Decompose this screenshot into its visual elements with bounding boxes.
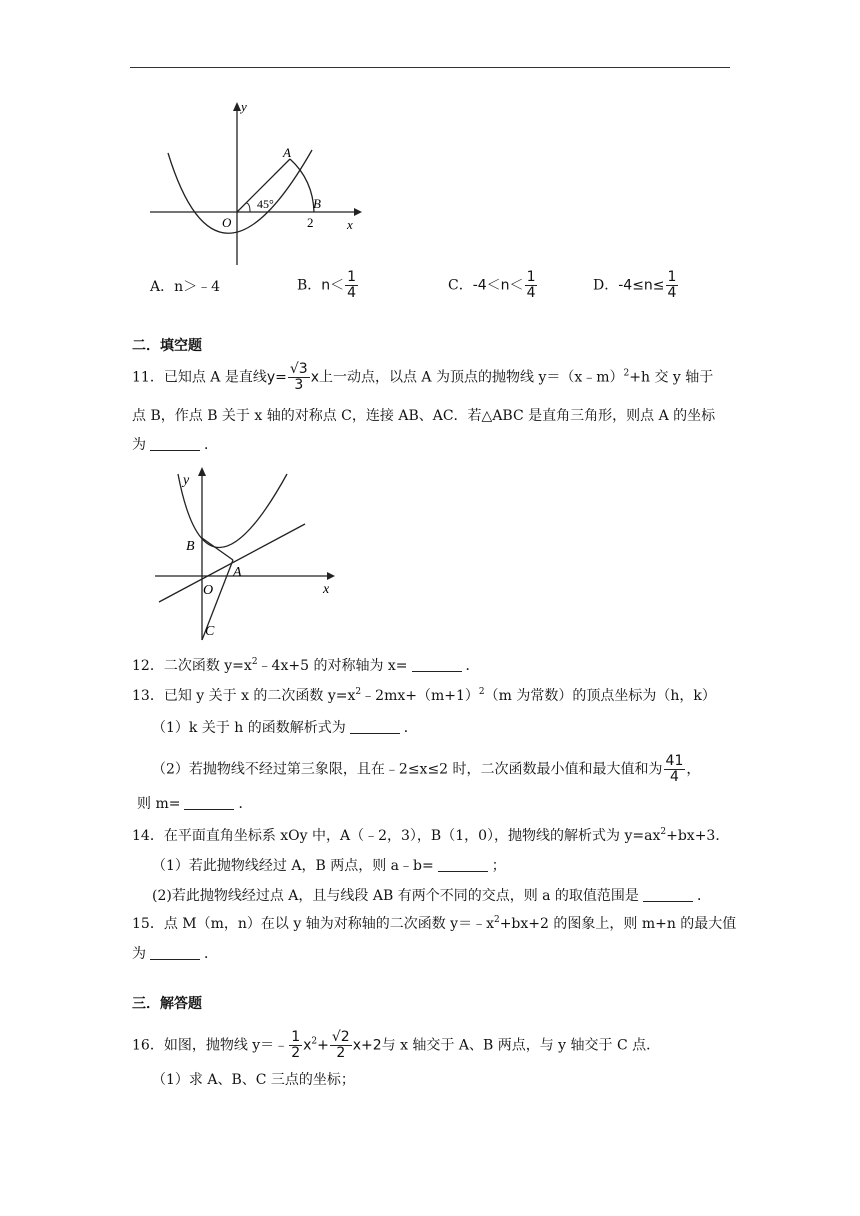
fig1-two-label: 2 bbox=[307, 215, 314, 230]
q15-line1 bbox=[132, 914, 736, 934]
q11-eq-x: x bbox=[310, 369, 319, 386]
q16-number: 16． bbox=[132, 1037, 164, 1054]
option-a-label: A． bbox=[150, 279, 175, 295]
q14-part1 bbox=[152, 856, 506, 876]
fig1-angle-label: 45° bbox=[257, 197, 274, 211]
fig1-o-label: O bbox=[222, 215, 232, 230]
q13-part3-text: 则 m= bbox=[137, 796, 181, 812]
option-d-label: D． bbox=[593, 277, 619, 294]
q13-text2: ﹣2mx+（m+1） bbox=[361, 688, 479, 704]
q14-part2-end: ． bbox=[696, 888, 711, 904]
q14-part1-blank[interactable] bbox=[438, 857, 488, 872]
option-c-text: -4＜n＜ bbox=[472, 277, 524, 294]
q13-frac-num: 41 bbox=[665, 753, 684, 769]
q13-part2-end: ， bbox=[686, 761, 701, 778]
q16-f2-num: √2 bbox=[331, 1029, 350, 1045]
q16-text1: 如图，抛物线 y＝﹣ bbox=[163, 1037, 289, 1054]
option-d-den: 4 bbox=[667, 285, 677, 301]
q13-text3: （m 为常数）的顶点坐标为（h，k） bbox=[484, 688, 716, 704]
q14-number: 14． bbox=[132, 828, 164, 844]
fig2-x-label: x bbox=[323, 582, 330, 597]
option-b-text: n＜ bbox=[321, 277, 345, 294]
q11-answer-blank[interactable] bbox=[150, 436, 200, 451]
option-b bbox=[297, 270, 359, 301]
q13-text1: 已知 y 关于 x 的二次函数 y=x bbox=[163, 688, 356, 704]
q14-text2: +bx+3． bbox=[666, 828, 730, 844]
q16-line1 bbox=[132, 1030, 660, 1061]
q13-line1 bbox=[132, 686, 716, 706]
q11-line3-text: 为 bbox=[132, 437, 146, 453]
q13-part1-text: （1）k 关于 h 的函数解析式为 bbox=[152, 720, 346, 736]
fig1-b-label: B bbox=[313, 196, 321, 211]
q14-sup: 2 bbox=[660, 827, 667, 837]
fig2-c-label: C bbox=[205, 624, 215, 639]
option-c-label: C． bbox=[448, 277, 473, 294]
q14-part1-text: （1）若此抛物线经过 A，B 两点，则 a﹣b= bbox=[152, 858, 434, 874]
option-a bbox=[150, 276, 220, 296]
option-d bbox=[593, 270, 679, 301]
q11-line3: 为 ． bbox=[132, 437, 218, 453]
q13-number: 13． bbox=[132, 688, 164, 704]
q11-frac-den: 3 bbox=[294, 377, 304, 393]
q14-text1: 在平面直角坐标系 xOy 中，A（﹣2，3），B（1，0），抛物线的解析式为 y=ax bbox=[163, 828, 661, 844]
q15-line2 bbox=[132, 944, 218, 964]
q14-line1 bbox=[132, 826, 729, 846]
fig2-b-label: B bbox=[186, 539, 195, 554]
option-b-label: B． bbox=[297, 277, 322, 294]
q13-frac-den: 4 bbox=[669, 769, 679, 785]
q15-end: ． bbox=[204, 946, 218, 962]
q14-part1-end: ； bbox=[491, 858, 506, 874]
section-2-heading: 二．填空题 bbox=[132, 338, 202, 354]
fig2-o-label: O bbox=[203, 583, 214, 598]
q16-f1-den: 2 bbox=[291, 1045, 301, 1061]
q16-plus: + bbox=[317, 1037, 329, 1054]
header-rule bbox=[130, 67, 730, 68]
q13-sup1: 2 bbox=[355, 687, 362, 697]
q12-end: ． bbox=[465, 658, 480, 674]
q11-text1: 已知点 A 是直线 bbox=[163, 369, 267, 386]
q12-text1: 二次函数 y=x bbox=[163, 658, 252, 674]
fig2-a-label: A bbox=[233, 565, 242, 580]
option-d-text: -4≤n≤ bbox=[618, 277, 665, 294]
fig1-a-label: A bbox=[283, 145, 291, 160]
option-c bbox=[448, 270, 538, 301]
figure-parabola-45 bbox=[140, 95, 370, 270]
q11-line2: 点 B，作点 B 关于 x 轴的对称点 C，连接 AB、AC．若△ABC 是直角三角形，则点 A 的坐标 bbox=[132, 408, 716, 424]
option-d-num: 1 bbox=[667, 269, 677, 285]
q16-f2-den: 2 bbox=[336, 1045, 346, 1061]
q15-text1: 点 M（m，n）在以 y 轴为对称轴的二次函数 y＝﹣x bbox=[163, 916, 494, 932]
q13-part3-end: ． bbox=[238, 796, 253, 812]
q13-part2-blank[interactable] bbox=[184, 795, 234, 810]
q12-line bbox=[132, 656, 480, 676]
q11-eq-y: y= bbox=[266, 369, 287, 386]
q13-part2 bbox=[152, 754, 700, 785]
q14-part2-text: (2)若此抛物线经过点 A，且与线段 AB 有两个不同的交点，则 a 的取值范围是 bbox=[152, 888, 639, 904]
q13-part1-blank[interactable] bbox=[350, 719, 400, 734]
q15-answer-blank[interactable] bbox=[150, 945, 200, 960]
figure-triangle-abc bbox=[145, 462, 345, 647]
q16-x-plus2: x+2 bbox=[352, 1037, 382, 1054]
q14-part2-blank[interactable] bbox=[643, 887, 693, 902]
q11-sup: 2 bbox=[623, 368, 630, 379]
section-3-heading: 三．解答题 bbox=[132, 996, 202, 1012]
q12-answer-blank[interactable] bbox=[412, 657, 462, 672]
q11-number: 11． bbox=[132, 369, 164, 386]
q14-part2 bbox=[152, 886, 711, 906]
q15-number: 15． bbox=[132, 916, 164, 932]
q11-text2: 上一动点，以点 A 为顶点的抛物线 y＝（x﹣m） bbox=[318, 369, 624, 386]
option-c-den: 4 bbox=[526, 285, 536, 301]
q13-sup2: 2 bbox=[478, 687, 485, 697]
option-b-den: 4 bbox=[347, 285, 357, 301]
q15-line2-text: 为 bbox=[132, 946, 146, 962]
q13-part1 bbox=[152, 718, 418, 738]
q16-text2: 与 x 轴交于 A、B 两点，与 y 轴交于 C 点． bbox=[381, 1037, 661, 1054]
fig1-x-label: x bbox=[347, 217, 353, 232]
option-b-num: 1 bbox=[347, 269, 357, 285]
q11-text3: +h 交 y 轴于 bbox=[629, 369, 714, 386]
q15-text2: +bx+2 的图象上，则 m+n 的最大值 bbox=[499, 916, 737, 932]
q12-sup: 2 bbox=[251, 657, 258, 667]
q12-number: 12． bbox=[132, 658, 164, 674]
q13-part1-end: ． bbox=[403, 720, 418, 736]
q13-part3 bbox=[137, 794, 252, 814]
q16-sup: 2 bbox=[311, 1036, 318, 1047]
q16-x2: x bbox=[303, 1037, 312, 1054]
q15-sup: 2 bbox=[493, 915, 500, 925]
option-a-text: n＞﹣4 bbox=[174, 279, 221, 295]
fig2-y-label: y bbox=[183, 473, 190, 488]
fig1-y-label: y bbox=[241, 99, 247, 114]
q16-part1: （1）求 A、B、C 三点的坐标； bbox=[152, 1072, 355, 1088]
option-c-num: 1 bbox=[526, 269, 536, 285]
q11-line1 bbox=[132, 362, 713, 393]
q13-part2-text: （2）若抛物线不经过第三象限，且在﹣2≤x≤2 时，二次函数最小值和最大值和为 bbox=[152, 761, 663, 778]
q12-text2: ﹣4x+5 的对称轴为 x= bbox=[257, 658, 408, 674]
q16-f1-num: 1 bbox=[291, 1029, 301, 1045]
q11-frac-num: √3 bbox=[289, 361, 308, 377]
